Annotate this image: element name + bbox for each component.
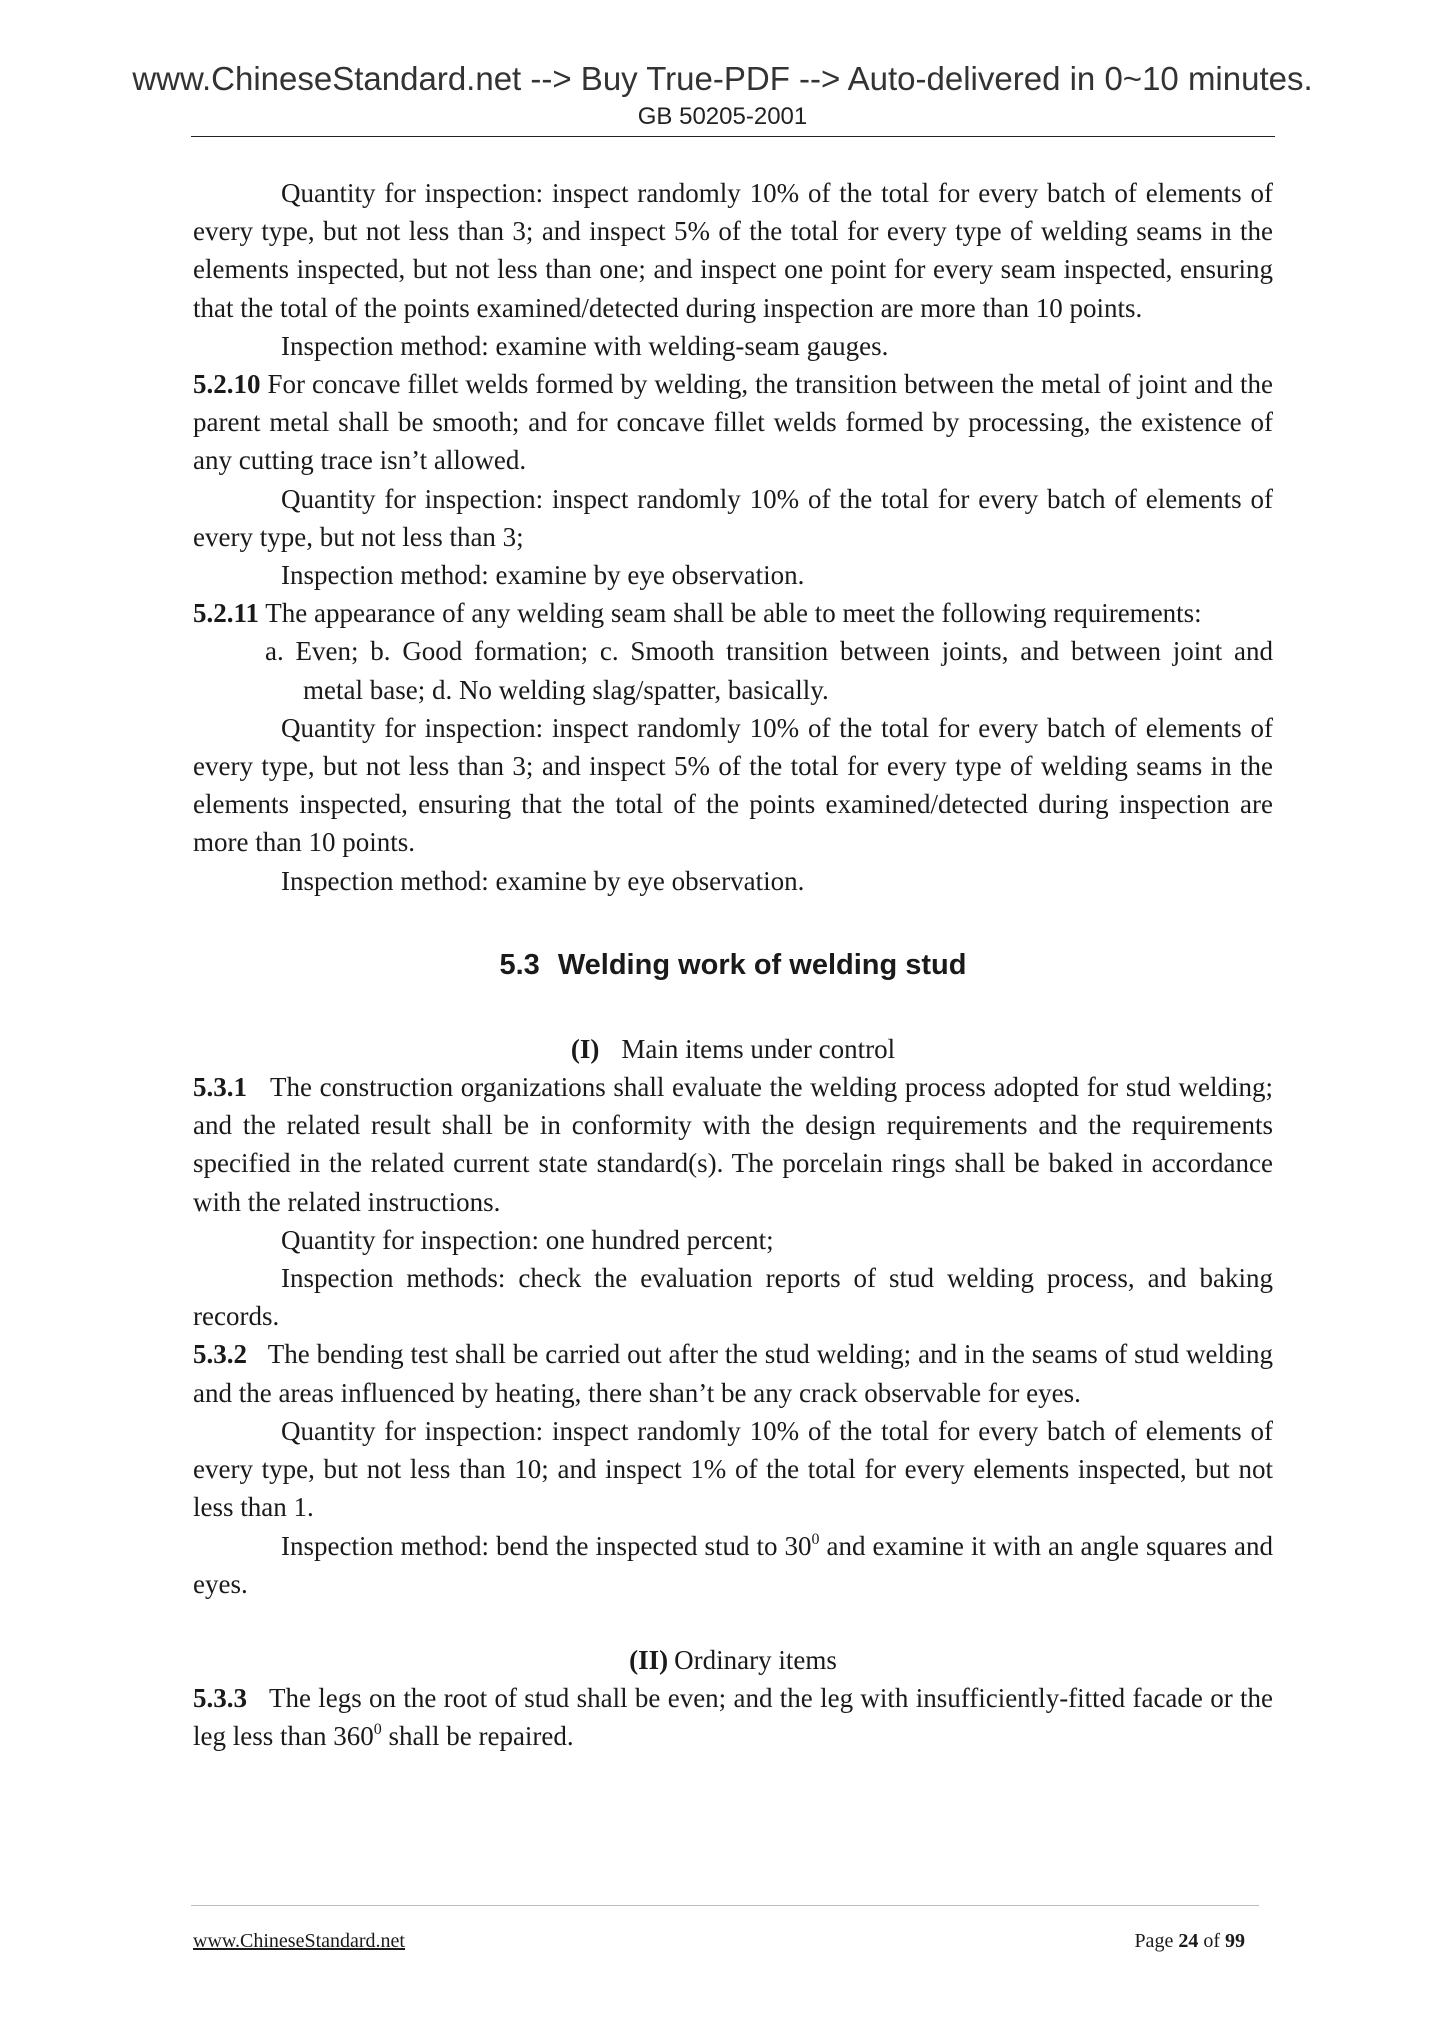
paragraph-method-5-3-2 <box>193 1527 1273 1603</box>
clause-5-3-3 <box>193 1679 1273 1755</box>
paragraph-method-5-2-10: Inspection method: examine by eye observation. <box>281 560 805 591</box>
subheading-roman: (II) <box>629 1644 669 1675</box>
subheading-main-items <box>193 1030 1273 1068</box>
header-divider <box>191 136 1275 137</box>
section-title: Welding work of welding stud <box>557 948 967 981</box>
paragraph-method-5-2-11: Inspection method: examine by eye observation. <box>281 865 805 896</box>
clause-number: 5.2.11 <box>193 598 260 629</box>
clause-number: 5.2.10 <box>193 369 261 400</box>
clause-number: 5.3.1 <box>193 1072 247 1103</box>
clause-text-start: The legs on the root of stud shall be even; and the leg with insufficiently-fitted facade or the leg less than 360 <box>193 1683 1274 1752</box>
paragraph-method-5-3-1: Inspection methods: check the evaluation reports of stud welding process, and baking records. <box>193 1263 1273 1332</box>
clause-number: 5.3.2 <box>193 1339 247 1370</box>
page-indicator <box>1134 1928 1245 1954</box>
section-number: 5.3 <box>499 948 540 981</box>
clause-text: The construction organizations shall evaluate the welding process adopted for stud welding; and the related result shall be in conformity with the design requirements and the requirements specified in the related current state standard(s). The porcelain rings shall be baked in accordance with the related instructions. <box>193 1072 1273 1217</box>
page-header <box>0 58 1445 132</box>
clause-5-3-1 <box>193 1068 1273 1221</box>
clause-text: The appearance of any welding seam shall be able to meet the following requirements: <box>259 598 1202 629</box>
clause-number: 5.3.3 <box>193 1683 247 1714</box>
subheading-title: Main items under control <box>621 1033 896 1064</box>
method-text-end: and examine it with an angle squares and eyes. <box>193 1530 1273 1599</box>
header-site-line: www.ChineseStandard.net --> Buy True-PDF --> Auto-delivered in 0~10 minutes. <box>132 60 1313 97</box>
page-footer <box>193 1928 1259 1954</box>
paragraph-quantity-5-2-11: Quantity for inspection: inspect randomly 10% of the total for every batch of elements of every type, but not less than 3; and inspect 5% of the total for every type of welding seams in the elements inspected, ensuring that the total of the points examined/detected during inspection are more than 10 points. <box>193 712 1273 858</box>
footer-site-link[interactable]: www.ChineseStandard.net <box>193 1930 405 1952</box>
clause-5-2-10 <box>193 365 1273 480</box>
clause-text: For concave fillet welds formed by welding, the transition between the metal of joint and the parent metal shall be smooth; and for concave fillet welds formed by processing, the existence of any cutting trace isn’t allowed. <box>193 369 1273 476</box>
page-of: of <box>1198 1930 1225 1952</box>
requirements-list: a. Even; b. Good formation; c. Smooth transition between joints, and between joint and metal base; d. No welding slag/spatter, basically. <box>265 636 1273 705</box>
standard-number: GB 50205-2001 <box>637 103 808 130</box>
page-label: Page <box>1134 1930 1179 1952</box>
clause-5-2-11 <box>193 594 1273 632</box>
footer-divider <box>191 1905 1259 1906</box>
paragraph-quantity-5-3-2: Quantity for inspection: inspect randomly 10% of the total for every batch of elements of every type, but not less than 10; and inspect 1% of the total for every elements inspected, but not less than 1. <box>193 1415 1273 1523</box>
page-total: 99 <box>1225 1930 1245 1952</box>
page-current: 24 <box>1178 1930 1199 1952</box>
subheading-ordinary-items <box>193 1641 1273 1679</box>
paragraph-quantity-5-2-9: Quantity for inspection: inspect randomly 10% of the total for every batch of elements of every type, but not less than 3; and inspect 5% of the total for every type of welding seams in the elements inspected, but not less than one; and inspect one point for every seam inspected, ensuring that the total of the points examined/detected during inspection are more than 10 points. <box>193 178 1273 323</box>
paragraph-quantity-5-2-10: Quantity for inspection: inspect randomly 10% of the total for every batch of elements of every type, but not less than 3; <box>193 483 1273 552</box>
clause-text-end: shall be repaired. <box>381 1721 574 1752</box>
paragraph-method-5-2-9: Inspection method: examine with welding-seam gauges. <box>281 330 889 361</box>
subheading-roman: (I) <box>570 1033 600 1064</box>
degree-superscript: 0 <box>373 1721 382 1739</box>
subheading-title: Ordinary items <box>674 1644 837 1675</box>
document-body <box>193 174 1273 1756</box>
method-text-start: Inspection method: bend the inspected stud to 30 <box>281 1530 812 1561</box>
paragraph-quantity-5-3-1: Quantity for inspection: one hundred percent; <box>281 1224 774 1255</box>
degree-superscript: 0 <box>811 1530 820 1548</box>
clause-text: The bending test shall be carried out after the stud welding; and in the seams of stud welding and the areas influenced by heating, there shan’t be any crack observable for eyes. <box>193 1339 1274 1408</box>
section-heading-5-3 <box>193 946 1273 984</box>
clause-5-3-2 <box>193 1335 1273 1411</box>
